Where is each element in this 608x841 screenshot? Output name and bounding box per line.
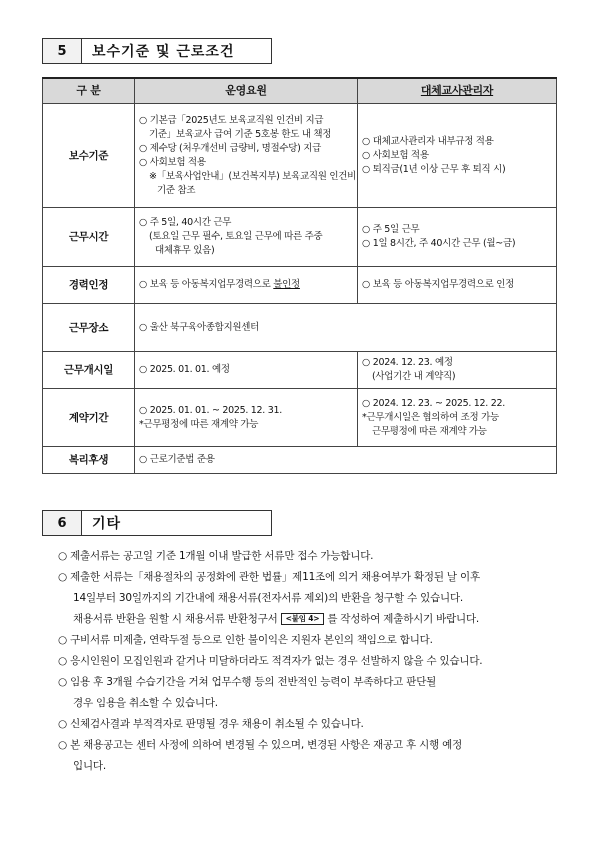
table-row-contract bbox=[43, 389, 557, 447]
place-cell: ○ 울산 북구육아종합지원센터 bbox=[135, 304, 557, 352]
table-row-pay bbox=[43, 104, 557, 208]
list-item: 채용서류 반환을 원할 시 채용서류 반환청구서 <붙임 4> 를 작성하여 제출하시기 바랍니다. bbox=[73, 613, 480, 625]
row-label-hours: 근무시간 bbox=[43, 208, 135, 267]
pay-staff-cell: ○ 기본급「2025년도 보육교직원 인건비 지급 기준」보육교사 급여 기준 5호봉 한도 내 책정 ○ 제수당 (처우개선비 급량비, 명절수당) 지급 ○ 사회보험 적용 ※「보육사업안내」(보건복지부) 보육교직원 인건비 기준 참조 bbox=[135, 104, 358, 208]
section5-number: 5 bbox=[42, 38, 82, 64]
list-item: ○ 제출한 서류는「채용절차의 공정화에 관한 법률」제11조에 의거 채용여부가 확정된 날 이후 bbox=[58, 571, 480, 583]
pay-manager-cell: ○ 대체교사관리자 내부규정 적용 ○ 사회보험 적용 ○ 퇴직금(1년 이상 근무 후 퇴직 시) bbox=[358, 104, 557, 208]
table-row-start bbox=[43, 352, 557, 389]
start-staff-cell: ○ 2025. 01. 01. 예정 bbox=[135, 352, 358, 389]
header-operation-staff: 운영요원 bbox=[135, 78, 358, 104]
contract-staff-cell: ○ 2025. 01. 01. ~ 2025. 12. 31. *근무평정에 따른 재계약 가능 bbox=[135, 389, 358, 447]
notes-list bbox=[58, 546, 568, 777]
header-category: 구 분 bbox=[43, 78, 135, 104]
list-item: 입니다. bbox=[73, 760, 106, 772]
list-item: ○ 구비서류 미제출, 연락두절 등으로 인한 불이익은 지원자 본인의 책임으로 합니다. bbox=[58, 634, 433, 646]
row-label-place: 근무장소 bbox=[43, 304, 135, 352]
section6-header bbox=[42, 510, 272, 536]
table-row-place bbox=[43, 304, 557, 352]
section5-title: 보수기준 및 근로조건 bbox=[82, 38, 272, 64]
table-row-welfare bbox=[43, 447, 557, 474]
list-item: 경우 임용을 취소할 수 있습니다. bbox=[73, 697, 218, 709]
list-item: 14일부터 30일까지의 기간내에 채용서류(전자서류 제외)의 반환을 청구할 수 있습니다. bbox=[73, 592, 464, 604]
career-staff-cell: ○ 보육 등 아동복지업무경력으로 불인정 bbox=[135, 267, 358, 304]
hours-staff-cell: ○ 주 5일, 40시간 근무 (토요일 근무 필수, 토요일 근무에 따른 주중 대체휴무 있음) bbox=[135, 208, 358, 267]
start-manager-cell: ○ 2024. 12. 23. 예정 (사업기간 내 계약직) bbox=[358, 352, 557, 389]
hours-manager-cell: ○ 주 5일 근무 ○ 1일 8시간, 주 40시간 근무 (월~금) bbox=[358, 208, 557, 267]
list-item: ○ 임용 후 3개월 수습기간을 거쳐 업무수행 등의 전반적인 능력이 부족하다고 판단될 bbox=[58, 676, 437, 688]
list-item: ○ 본 채용공고는 센터 사정에 의하여 변경될 수 있으며, 변경된 사항은 재공고 후 시행 예정 bbox=[58, 739, 463, 751]
list-item: ○ 제출서류는 공고일 기준 1개월 이내 발급한 서류만 접수 가능합니다. bbox=[58, 550, 374, 562]
row-label-pay: 보수기준 bbox=[43, 104, 135, 208]
list-item: ○ 신체검사결과 부적격자로 판명될 경우 채용이 취소될 수 있습니다. bbox=[58, 718, 364, 730]
list-item: ○ 응시인원이 모집인원과 같거나 미달하더라도 적격자가 없는 경우 선발하지 않을 수 있습니다. bbox=[58, 655, 483, 667]
section6-number: 6 bbox=[42, 510, 82, 536]
row-label-start: 근무개시일 bbox=[43, 352, 135, 389]
table-row-career bbox=[43, 267, 557, 304]
conditions-table bbox=[42, 77, 557, 474]
row-label-welfare: 복리후생 bbox=[43, 447, 135, 474]
attachment-badge: <붙임 4> bbox=[281, 613, 325, 625]
contract-manager-cell: ○ 2024. 12. 23. ~ 2025. 12. 22. *근무개시일은 협의하여 조정 가능 근무평정에 따른 재계약 가능 bbox=[358, 389, 557, 447]
header-substitute-manager: 대체교사관리자 bbox=[358, 78, 557, 104]
section6-title: 기타 bbox=[82, 510, 272, 536]
row-label-contract: 계약기간 bbox=[43, 389, 135, 447]
table-row-hours bbox=[43, 208, 557, 267]
welfare-cell: ○ 근로기준법 준용 bbox=[135, 447, 557, 474]
row-label-career: 경력인정 bbox=[43, 267, 135, 304]
section5-header bbox=[42, 38, 272, 64]
table-header-row bbox=[43, 78, 557, 104]
career-manager-cell: ○ 보육 등 아동복지업무경력으로 인정 bbox=[358, 267, 557, 304]
